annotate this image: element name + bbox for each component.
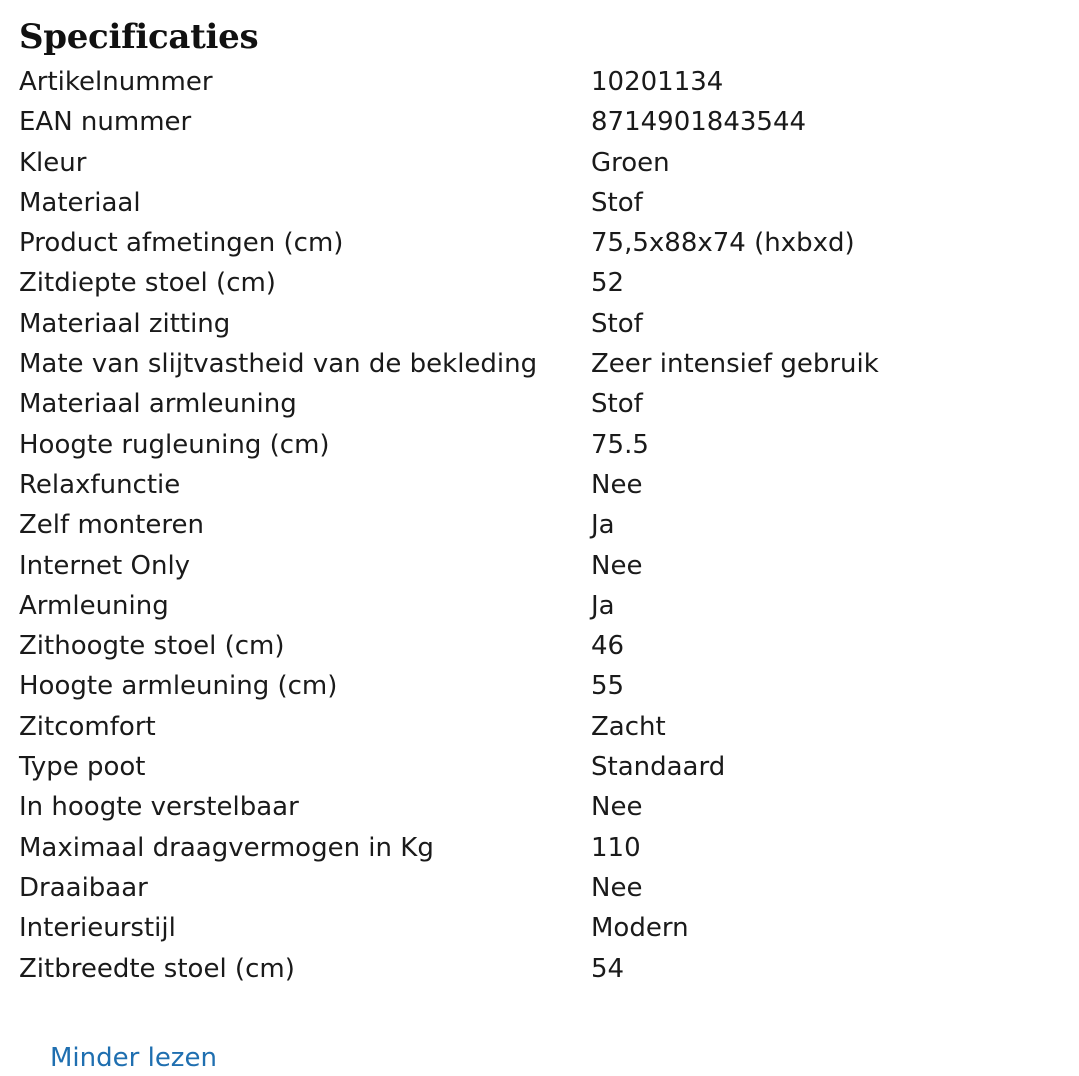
spec-row <box>19 546 1059 586</box>
spec-value: Zacht <box>591 711 666 742</box>
spec-value: 55 <box>591 671 625 702</box>
spec-value: Nee <box>591 469 643 500</box>
spec-key: Zithoogte stoel (cm) <box>19 631 285 662</box>
spec-key: Interieurstijl <box>19 913 176 944</box>
spec-key: Product afmetingen (cm) <box>19 228 344 259</box>
spec-key: Internet Only <box>19 550 191 581</box>
spec-key: Armleuning <box>19 590 169 621</box>
spec-row <box>19 143 1059 183</box>
spec-value: 75,5x88x74 (hxbxd) <box>591 228 855 259</box>
show-less-link[interactable]: Minder lezen <box>50 1043 217 1073</box>
specifications-table <box>19 62 1059 989</box>
spec-row <box>19 505 1059 545</box>
specifications-heading: Specificaties <box>19 17 259 57</box>
spec-row <box>19 62 1059 102</box>
spec-key: Relaxfunctie <box>19 469 181 500</box>
spec-value: Stof <box>591 187 643 218</box>
spec-value: Groen <box>591 147 670 178</box>
spec-row <box>19 828 1059 868</box>
spec-value: Ja <box>591 510 615 541</box>
spec-row <box>19 425 1059 465</box>
spec-row <box>19 707 1059 747</box>
spec-row <box>19 908 1059 948</box>
spec-key: In hoogte verstelbaar <box>19 792 299 823</box>
spec-row <box>19 102 1059 142</box>
spec-key: Materiaal zitting <box>19 308 231 339</box>
spec-value: 54 <box>591 953 625 984</box>
spec-key: Zitdiepte stoel (cm) <box>19 268 276 299</box>
spec-row <box>19 344 1059 384</box>
spec-key: Maximaal draagvermogen in Kg <box>19 832 434 863</box>
spec-key: Materiaal <box>19 187 141 218</box>
spec-value: 10201134 <box>591 67 724 97</box>
spec-value: Modern <box>591 913 689 944</box>
spec-key: Zitbreedte stoel (cm) <box>19 953 295 984</box>
spec-row <box>19 304 1059 344</box>
spec-row <box>19 223 1059 263</box>
spec-value: 8714901843544 <box>591 107 807 138</box>
spec-key: Hoogte rugleuning (cm) <box>19 429 330 460</box>
spec-key: Zelf monteren <box>19 510 204 541</box>
spec-key: Draaibaar <box>19 872 148 903</box>
spec-key: Artikelnummer <box>19 67 213 97</box>
spec-value: Zeer intensief gebruik <box>591 349 879 380</box>
spec-key: Zitcomfort <box>19 711 156 742</box>
spec-row <box>19 465 1059 505</box>
spec-row <box>19 666 1059 706</box>
spec-row <box>19 384 1059 424</box>
spec-value: Stof <box>591 389 643 420</box>
spec-value: Nee <box>591 872 643 903</box>
spec-value: Ja <box>591 590 615 621</box>
spec-value: Nee <box>591 550 643 581</box>
spec-key: Materiaal armleuning <box>19 389 297 420</box>
spec-value: Standaard <box>591 752 726 783</box>
spec-key: Type poot <box>19 752 146 783</box>
spec-row <box>19 747 1059 787</box>
spec-key: Mate van slijtvastheid van de bekleding <box>19 349 538 380</box>
spec-value: 75.5 <box>591 429 649 460</box>
spec-row <box>19 183 1059 223</box>
spec-row <box>19 263 1059 303</box>
spec-value: 46 <box>591 631 625 662</box>
spec-row <box>19 868 1059 908</box>
spec-row <box>19 586 1059 626</box>
specifications-section <box>19 14 1059 989</box>
spec-value: 52 <box>591 268 625 299</box>
spec-row <box>19 949 1059 989</box>
specifications-table-body <box>19 62 1059 989</box>
spec-row <box>19 787 1059 827</box>
spec-value: 110 <box>591 832 641 863</box>
spec-value: Nee <box>591 792 643 823</box>
spec-key: Kleur <box>19 147 87 178</box>
spec-key: EAN nummer <box>19 107 192 138</box>
spec-key: Hoogte armleuning (cm) <box>19 671 338 702</box>
spec-row <box>19 626 1059 666</box>
spec-value: Stof <box>591 308 643 339</box>
